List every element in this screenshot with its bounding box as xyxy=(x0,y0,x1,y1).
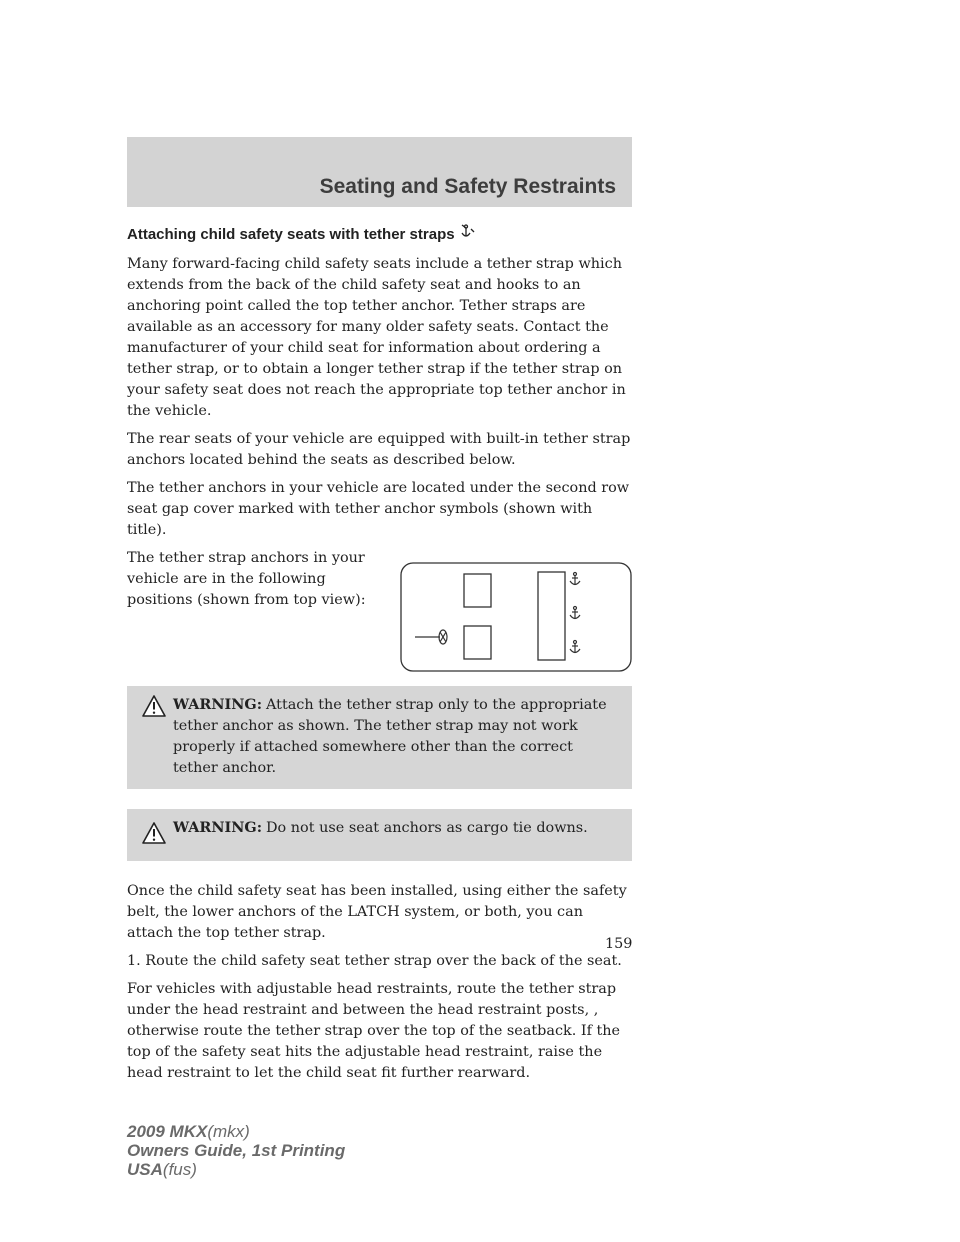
footer-market: USA xyxy=(127,1160,163,1179)
diagram-row xyxy=(127,548,632,672)
header-band xyxy=(127,137,632,207)
page-content xyxy=(127,224,632,1091)
tether-anchor-icon xyxy=(457,221,479,243)
warning-triangle-icon xyxy=(141,694,167,718)
paragraph-rear-seats: The rear seats of your vehicle are equipped with built-in tether strap anchors located behind the seats as described below. xyxy=(127,431,631,468)
warning-triangle-icon xyxy=(141,821,167,845)
front-seat-left xyxy=(464,626,491,659)
warning-body: Do not use seat anchors as cargo tie downs. xyxy=(266,820,588,836)
warning-body: Attach the tether strap only to the appropriate tether anchor as shown. The tether strap may not work properly if attached somewhere other than the correct tether anchor. xyxy=(173,697,607,776)
footer-line-2: Owners Guide, 1st Printing xyxy=(127,1141,346,1160)
section-heading-text: Attaching child safety seats with tether straps xyxy=(127,226,455,243)
front-seat-right xyxy=(464,574,491,607)
footer-market-code: (fus) xyxy=(162,1160,197,1179)
footer-line-1 xyxy=(127,1122,345,1141)
page-section-title: Seating and Safety Restraints xyxy=(319,175,616,198)
rear-bench-seat xyxy=(538,572,565,660)
vehicle-outline xyxy=(401,563,631,671)
page-number: 159 xyxy=(605,936,633,952)
warning-box-anchor xyxy=(127,686,632,789)
footer-line-3 xyxy=(127,1160,345,1179)
warning-text xyxy=(173,817,622,839)
paragraph-anchor-location: The tether anchors in your vehicle are located under the second row seat gap cover marked with tether anchor symbols (shown with title). xyxy=(127,480,630,538)
tether-anchor-diagram xyxy=(400,562,632,672)
paragraph-intro: Many forward-facing child safety seats include a tether strap which extends from the back of the child safety seat and hooks to an anchoring point called the top tether anchor. Tether straps are available as an accessory for many older safety seats. Contact the manufacturer of your child seat for information about ordering a tether strap, or to obtain a longer tether strap if the tether strap on your safety seat does not reach the appropriate top tether anchor in the vehicle. xyxy=(127,256,626,419)
anchor-symbol-bottom xyxy=(570,641,580,654)
paragraph-anchor-positions: The tether strap anchors in your vehicle are in the following positions (shown from top view): xyxy=(127,550,366,608)
paragraph-step-1: 1. Route the child safety seat tether strap over the back of the seat. xyxy=(127,953,622,969)
warning-text xyxy=(173,694,622,779)
paragraph-head-restraints: For vehicles with adjustable head restraints, route the tether strap under the head restraint and between the head restraint posts, , otherwise route the tether strap over the top of the seatback. If the top of the safety seat hits the adjustable head restraint, raise the head restraint to let the child seat fit further rearward. xyxy=(127,981,621,1081)
paragraph-once-installed: Once the child safety seat has been installed, using either the safety belt, the lower anchors of the LATCH system, or both, you can attach the top tether strap. xyxy=(127,883,627,941)
anchor-symbol-top xyxy=(570,573,580,586)
steering-wheel-icon xyxy=(415,630,447,644)
anchor-symbol-middle xyxy=(570,607,580,620)
warning-label: WARNING: xyxy=(173,696,263,713)
warning-box-cargo xyxy=(127,809,632,861)
footer xyxy=(127,1122,345,1179)
footer-model-code: (mkx) xyxy=(207,1122,250,1141)
footer-model: 2009 MKX xyxy=(127,1122,208,1141)
warning-label: WARNING: xyxy=(173,819,263,836)
section-heading xyxy=(127,224,632,245)
